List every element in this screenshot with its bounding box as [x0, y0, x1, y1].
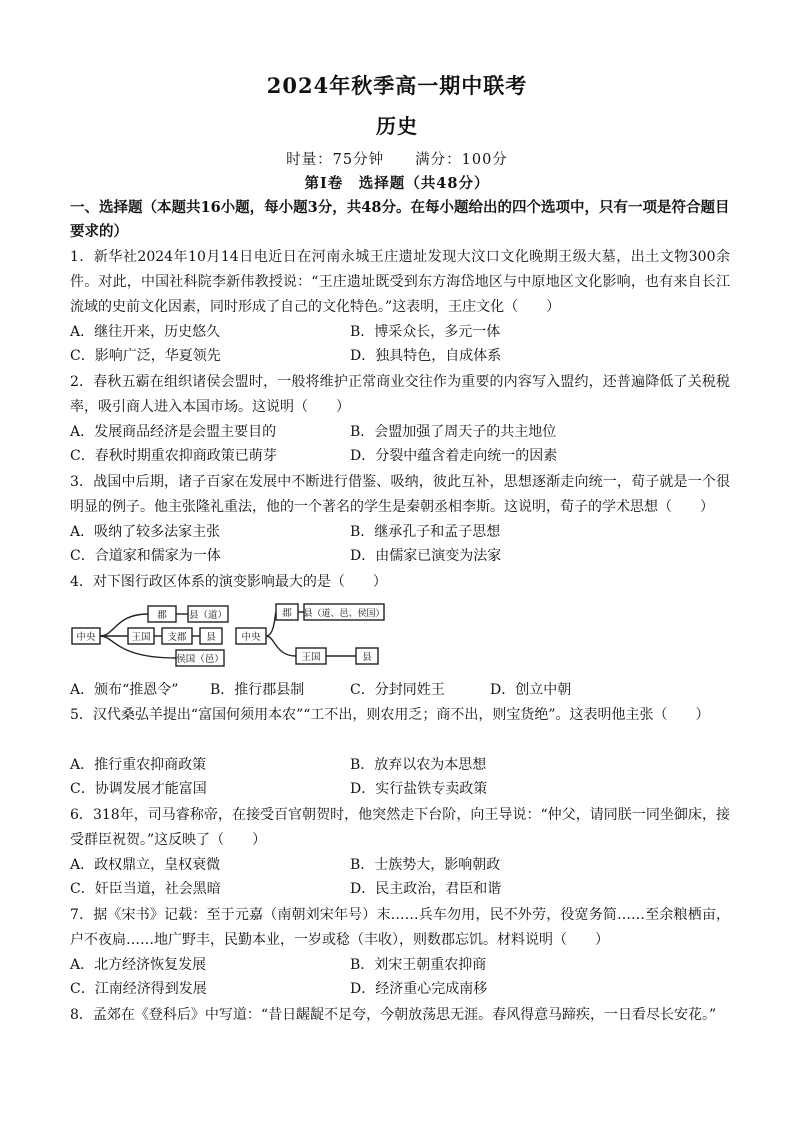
option-b: B．推行郡县制 [210, 682, 305, 698]
question-6-options-2 [70, 877, 730, 901]
part-heading: 第Ⅰ卷 选择题（共48分） [304, 175, 490, 192]
question-2-options-2 [70, 444, 730, 468]
diagram-wangguo-left: 王国 [131, 632, 151, 643]
question-5-options [70, 753, 730, 777]
diagram-xian-right: 县 [362, 652, 372, 663]
option-a: A．发展商品经济是会盟主要目的 [70, 424, 277, 440]
question-3-options-2 [70, 544, 730, 568]
question-6-options [70, 853, 730, 877]
subject-title: 历史 [376, 114, 418, 138]
option-d: D．实行盐铁专卖政策 [350, 781, 488, 797]
option-b: B．博采众长，多元一体 [350, 324, 501, 340]
option-c: C．分封同姓王 [350, 682, 445, 698]
option-d: D．由儒家已演变为法家 [350, 548, 502, 564]
option-c: C．合道家和儒家为一体 [70, 548, 221, 564]
diagram-xian-dao: 县（道） [188, 610, 228, 621]
option-d: D．独具特色，自成体系 [350, 348, 502, 364]
option-c: C．协调发展才能富国 [70, 781, 207, 797]
option-b: B．刘宋王朝重农抑商 [350, 957, 487, 973]
option-c: C．影响广泛，华夏领先 [70, 348, 221, 364]
question-2-options [70, 420, 730, 444]
option-a: A．颁布“推恩令” [70, 682, 179, 698]
diagram-center-right: 中央 [241, 632, 261, 643]
question-4-stem: 4．对下图行政区体系的演变影响最大的是（ ） [70, 574, 387, 590]
diagram-jun-right: 郡 [282, 608, 292, 619]
question-5-options-2 [70, 777, 730, 801]
diagram-jun-left: 郡 [157, 610, 167, 621]
option-b: B．继承孔子和孟子思想 [350, 524, 501, 540]
diagram-center-left: 中央 [76, 632, 96, 643]
question-8-stem: 8．孟郊在《登科后》中写道：“昔日龌龊不足夸，今朝放荡思无涯。春风得意马蹄疾，一日看尽长安花。” [70, 1007, 717, 1023]
option-b: B．会盟加强了周天子的共主地位 [350, 424, 557, 440]
question-1-stem: 1．新华社2024年10月14日电近日在河南永城王庄遗址发现大汶口文化晚期王级大墓，出土文物300余件。对此，中国社科院李新伟教授说：“王庄遗址既受到东方海岱地区与中原地区文化影响，也有来自长江流域的史前文化因素，同时形成了自己的文化特色。”这表明，王庄文化（ ） [70, 249, 730, 315]
option-d: D．经济重心完成南移 [350, 981, 488, 997]
question-3-options [70, 520, 730, 544]
option-b: B．放弃以农为本思想 [350, 757, 487, 773]
option-a: A．继往开来，历史悠久 [70, 324, 221, 340]
diagram-houguo: 侯国（邑） [176, 654, 224, 665]
question-7-stem: 7．据《宋书》记载：至于元嘉（南朝刘宋年号）末……兵车勿用，民不外劳，役宽务简……至余粮栖亩，户不夜扃……地广野丰，民勤本业，一岁或稔（丰收），则数郡忘饥。材料说明（ ） [70, 907, 730, 948]
option-c: C．奸臣当道，社会黑暗 [70, 881, 221, 897]
exam-title: 2024年秋季高一期中联考 [266, 73, 528, 98]
option-a: A．吸纳了较多法家主张 [70, 524, 221, 540]
option-a: A．推行重农抑商政策 [70, 757, 207, 773]
question-5-stem: 5．汉代桑弘羊提出“富国何须用本农”“工不出，则农用乏；商不出，则宝货绝”。这表明他主张（ ） [70, 707, 710, 723]
question-7-options [70, 953, 730, 977]
option-c: C．春秋时期重农抑商政策已萌芽 [70, 448, 277, 464]
question-3-stem: 3．战国中后期，诸子百家在发展中不断进行借鉴、吸纳，彼此互补，思想逐渐走向统一，荀子就是一个很明显的例子。他主张隆礼重法，他的一个著名的学生是秦朝丞相李斯。这说明，荀子的学术思想（ ） [70, 474, 730, 515]
option-d: D．分裂中蕴含着走向统一的因素 [350, 448, 558, 464]
section-heading: 一、选择题（本题共16小题，每小题3分，共48分。在每小题给出的四个选项中，只有一项是符合题目要求的） [70, 199, 730, 240]
option-d: D．民主政治，君臣和谐 [350, 881, 502, 897]
option-c: C．江南经济得到发展 [70, 981, 207, 997]
question-1-options-2 [70, 344, 730, 368]
question-2-stem: 2．春秋五霸在组织诸侯会盟时，一般将维护正常商业交往作为重要的内容写入盟约，还普遍降低了关税税率，吸引商人进入本国市场。这说明（ ） [70, 374, 730, 415]
administrative-system-diagram [70, 600, 390, 672]
exam-meta: 时量：75分钟 满分：100分 [286, 152, 508, 168]
diagram-xian-dao-yi-houguo: 县（道、邑、侯国） [303, 609, 385, 619]
question-1-options [70, 320, 730, 344]
diagram-zhijun: 支郡 [167, 632, 187, 643]
question-7-options-2 [70, 977, 730, 1001]
diagram-wangguo-right: 王国 [301, 652, 321, 663]
question-4-options [70, 678, 730, 702]
option-b: B．士族势大，影响朝政 [350, 857, 501, 873]
option-a: A．政权鼎立，皇权衰微 [70, 857, 221, 873]
question-6-stem: 6．318年，司马睿称帝，在接受百官朝贺时，他突然走下台阶，向王导说：“仲父，请同朕一同坐御床，接受群臣祝贺。”这反映了（ ） [70, 807, 730, 848]
option-a: A．北方经济恢复发展 [70, 957, 207, 973]
option-d: D．创立中朝 [490, 682, 572, 698]
diagram-xian-left: 县 [206, 632, 216, 643]
